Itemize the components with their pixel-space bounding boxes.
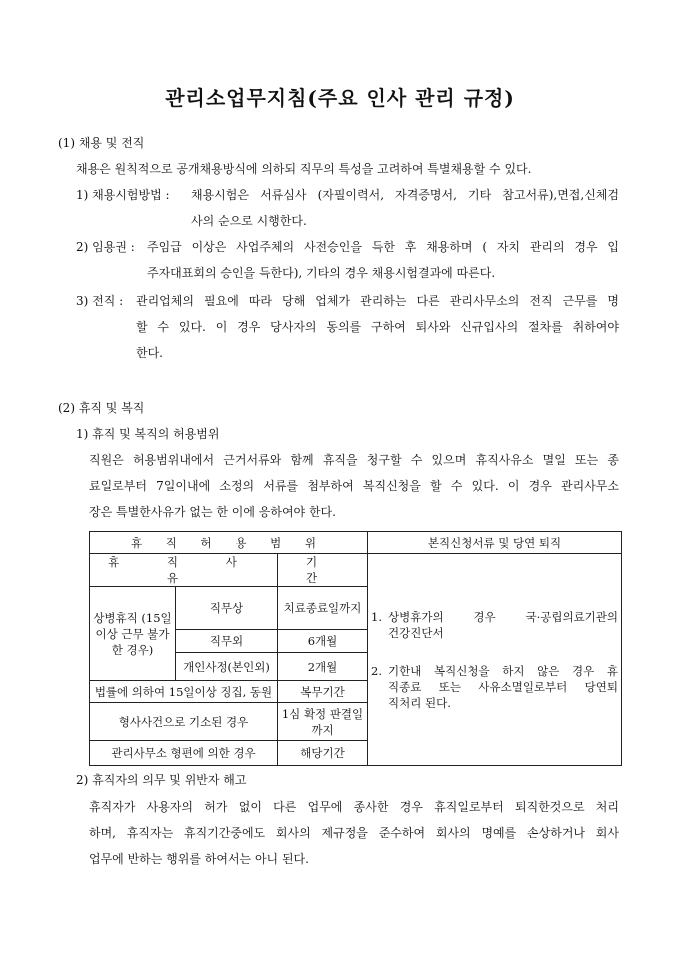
leave-table <box>89 531 622 766</box>
note-item-2 <box>371 663 618 679</box>
sub2-line1: 휴직자가 사용자의 허가 없이 다른 업무에 종사한 경우 휴직일로부터 퇴직한것으로 처리 <box>89 800 619 814</box>
note-1-line2: 건강진단서 <box>388 625 444 640</box>
item2-line2: 주자대표회의 승인을 득한다), 기타의 경우 채용시험결과에 따른다. <box>147 266 496 280</box>
table-row-reason: 개인사정(본인외) <box>176 653 278 681</box>
item3-line1: 관리업체의 필요에 따라 당해 업체가 관리하는 다른 관리사무소의 전직 근무를 명 <box>136 294 619 308</box>
note-2-line1: 기한내 복직신청을 하지 않은 경우 휴 <box>388 663 619 678</box>
note-item-1-cont <box>371 625 618 641</box>
item1-line2: 사의 순으로 시행한다. <box>191 214 307 228</box>
item3-lead: 3) 전직 : <box>76 294 127 308</box>
sick-leave-group: 상병휴직 (15일 이상 근무 불가한 경우) <box>90 587 176 681</box>
item1-line1: 채용시험은 서류심사 (자필이력서, 자격증명서, 기타 참고서류),면접,신체검 <box>191 188 619 202</box>
table-row-period-office: 해당기간 <box>278 741 368 766</box>
table-row-reason-law: 법률에 의하여 15일이상 징집, 동원 <box>90 681 278 703</box>
section1-heading: (1) 채용 및 전직 <box>58 136 145 150</box>
table-row-reason: 직무외 <box>176 630 278 653</box>
sub1-line3: 장은 특별한사유가 없는 한 이에 응하여야 한다. <box>89 505 336 519</box>
note-2-line3: 직처리 된다. <box>388 695 451 710</box>
table-row-period-criminal: 1심 확정 판결일 까지 <box>278 703 368 741</box>
sub1-line1: 직원은 허용범위내에서 근거서류와 함께 휴직을 청구할 수 있으며 휴직사유소 멸일 또는 종 <box>89 453 619 467</box>
item3-line3: 한다. <box>136 346 163 360</box>
sub2-heading: 2) 휴직자의 의무 및 위반자 해고 <box>76 773 247 787</box>
item2-line1: 주임급 이상은 사업주체의 사전승인을 득한 후 채용하며 ( 자치 관리의 경우 입 <box>147 240 619 254</box>
note-item-1 <box>371 609 618 625</box>
page-title: 관리소업무지침(주요 인사 관리 규정) <box>165 86 515 110</box>
table-row-period: 6개월 <box>278 630 368 653</box>
section1-intro: 채용은 원칙적으로 공개채용방식에 의하되 직무의 특성을 고려하여 특별채용할 수 있다. <box>76 162 532 176</box>
item3-line2: 할 수 있다. 이 경우 당사자의 동의를 구하여 퇴사와 신규입사의 절차를 취하여야 <box>136 320 619 334</box>
table-row-period: 2개월 <box>278 653 368 681</box>
sub2-line3: 업무에 반하는 행위를 하여서는 아니 된다. <box>89 852 309 866</box>
table-row-reason-office: 관리사무소 형편에 의한 경우 <box>90 741 278 766</box>
col-header-period: 기 간 <box>278 554 368 587</box>
table-row-reason: 직무상 <box>176 587 278 630</box>
sub1-line2: 료일로부터 7일이내에 소정의 서류를 첨부하여 복직신청을 할 수 있다. 이 경우 관리사무소 <box>89 479 619 493</box>
table-row-reason-criminal: 형사사건으로 기소된 경우 <box>90 703 278 741</box>
table-header-return-docs: 본직신청서류 및 당연 퇴직 <box>368 532 622 554</box>
note-item-2-cont <box>371 679 618 695</box>
note-1-number: 1. <box>371 609 382 624</box>
note-item-2-cont2 <box>371 695 618 711</box>
table-row-period: 치료종료일까지 <box>278 587 368 630</box>
table-row-period-law: 복무기간 <box>278 681 368 703</box>
note-2-line2: 직종료 또는 사유소멸일로부터 당연퇴 <box>388 679 619 694</box>
sub2-line2: 하며, 휴직자는 휴직기간중에도 회사의 제규정을 준수하여 회사의 명예를 손상하거나 회사 <box>89 826 619 840</box>
item2-lead: 2) 임용권 : <box>76 240 139 254</box>
item1-lead: 1) 채용시험방법 : <box>76 188 174 202</box>
note-2-number: 2. <box>371 663 382 678</box>
section2-heading: (2) 휴직 및 복직 <box>58 401 145 415</box>
sub1-heading: 1) 휴직 및 복직의 허용범위 <box>76 427 220 441</box>
col-header-reason: 휴 직 사 유 <box>90 554 278 587</box>
note-1-line1: 상병휴가의 경우 국·공립의료기관의 <box>388 609 619 624</box>
table-header-leave-scope: 휴 직 허 용 범 위 <box>90 532 368 554</box>
table-notes-cell <box>368 554 622 766</box>
